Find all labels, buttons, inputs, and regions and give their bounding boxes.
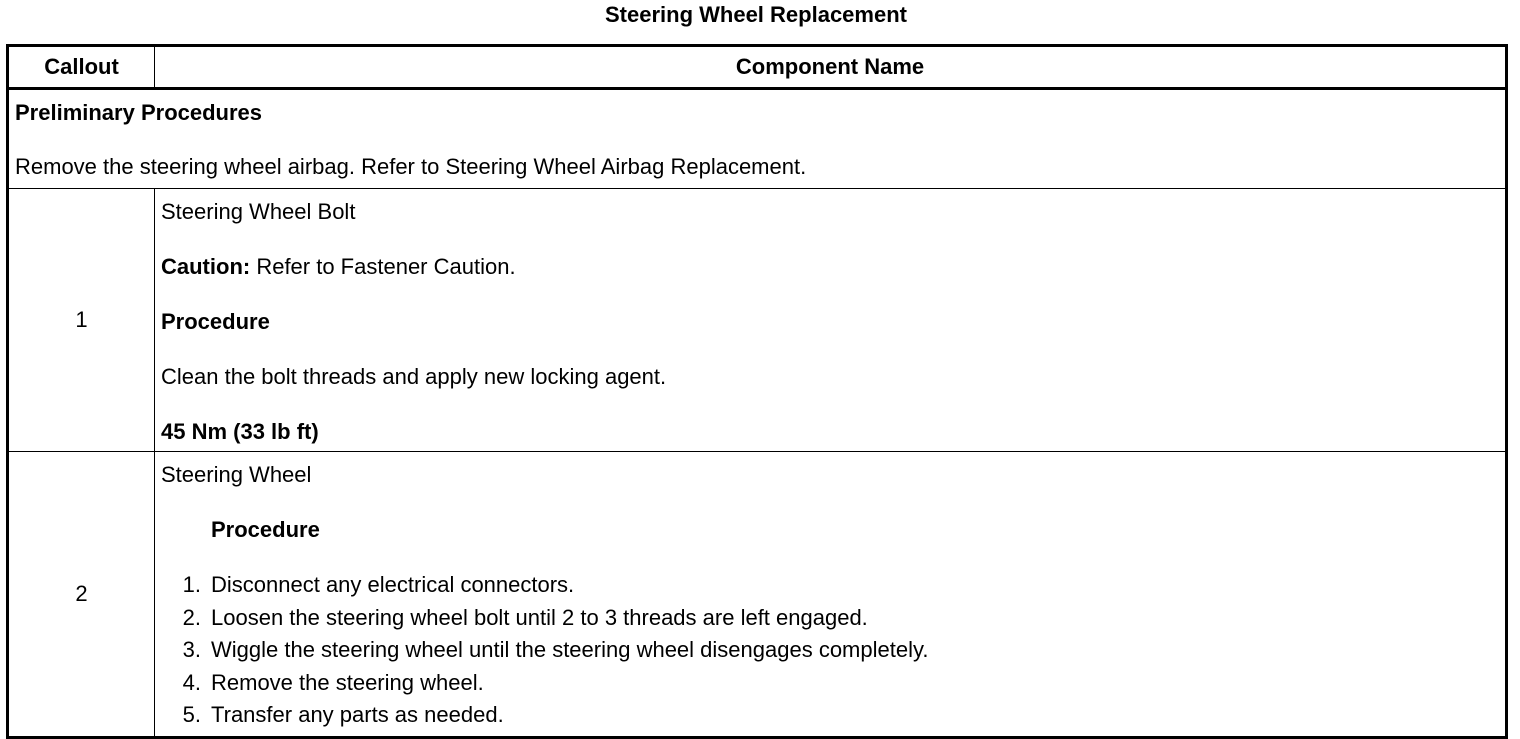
preliminary-text: Remove the steering wheel airbag. Refer to Steering Wheel Airbag Replacement. [15, 154, 807, 179]
torque-spec: 45 Nm (33 lb ft) [161, 419, 319, 444]
step-text: Remove the steering wheel. [211, 669, 484, 695]
preliminary-heading: Preliminary Procedures [15, 100, 263, 125]
step-number: 1. [182, 572, 201, 597]
table-row [8, 452, 1507, 738]
component-name: Steering Wheel [161, 462, 312, 487]
list-item [161, 634, 1499, 667]
step-number: 2. [182, 604, 201, 630]
component-cell [155, 189, 1507, 452]
step-text: Disconnect any electrical connectors. [211, 572, 575, 597]
column-header-callout: Callout [8, 46, 155, 89]
table-row [8, 189, 1507, 452]
step-text: Transfer any parts as needed. [211, 702, 504, 727]
step-text: Loosen the steering wheel bolt until 2 to 3 threads are left engaged. [211, 604, 868, 630]
procedure-table [6, 44, 1508, 739]
procedure-heading: Procedure [211, 517, 320, 542]
procedure-steps [161, 569, 1499, 732]
step-number: 4. [182, 669, 201, 695]
page-title: Steering Wheel Replacement [605, 2, 907, 27]
list-item [161, 699, 1499, 732]
callout-number: 1 [8, 189, 155, 452]
column-header-component-name: Component Name [155, 46, 1507, 89]
table-header-row [8, 46, 1507, 89]
step-text: Wiggle the steering wheel until the steering wheel disengages completely. [211, 637, 929, 662]
procedure-heading: Procedure [161, 309, 270, 334]
list-item [161, 602, 1499, 635]
callout-number: 2 [8, 452, 155, 738]
caution-line [161, 252, 1499, 282]
list-item [161, 569, 1499, 602]
caution-text: Refer to Fastener Caution. [250, 254, 516, 279]
preliminary-cell [8, 89, 1507, 189]
step-number: 5. [182, 702, 201, 727]
preliminary-row [8, 89, 1507, 189]
procedure-text: Clean the bolt threads and apply new locking agent. [161, 364, 667, 389]
component-cell [155, 452, 1507, 738]
step-number: 3. [182, 637, 201, 662]
component-name: Steering Wheel Bolt [161, 199, 356, 224]
caution-label: Caution: [161, 254, 251, 279]
list-item [161, 667, 1499, 700]
